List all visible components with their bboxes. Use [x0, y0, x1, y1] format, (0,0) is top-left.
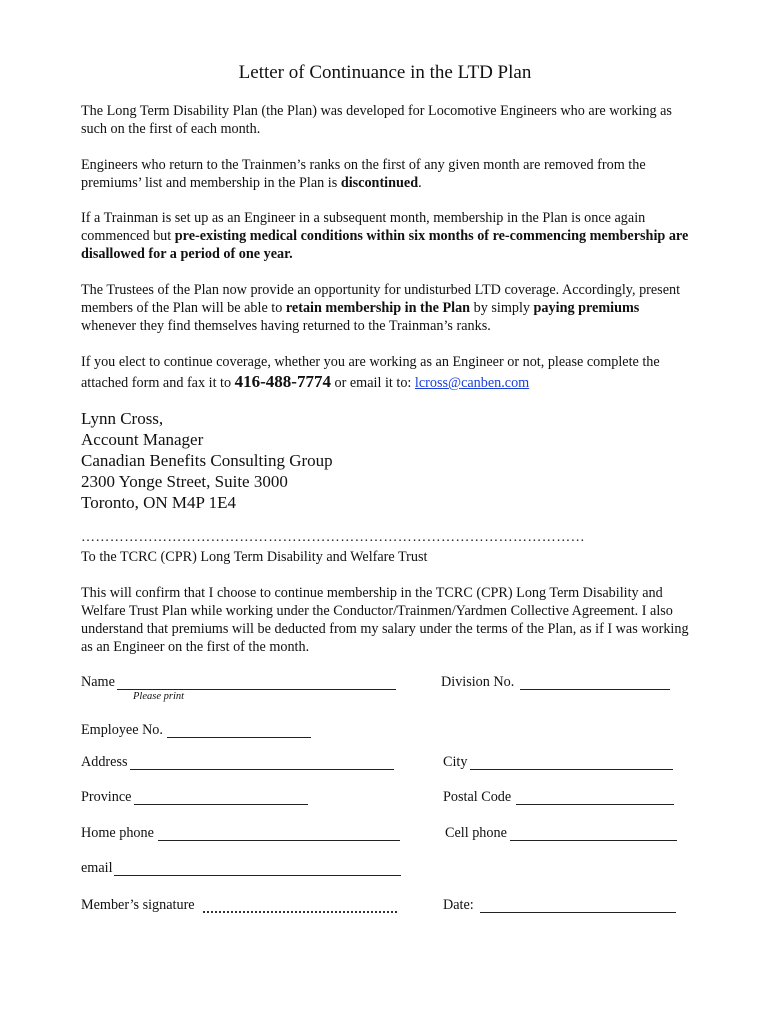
cell-phone-label: Cell phone	[445, 825, 507, 841]
contact-address-block	[81, 408, 333, 513]
home-phone-label: Home phone	[81, 825, 154, 841]
postal-code-label: Postal Code	[443, 789, 512, 805]
cell-phone-field[interactable]	[510, 840, 677, 841]
employee-label: Employee No.	[81, 722, 163, 738]
paragraph-instructions	[81, 352, 693, 393]
division-label: Division No.	[441, 674, 515, 690]
paragraph-removal-text: Engineers who return to the Trainmen’s ranks on the first of any given month are removed from the premiums’ list and membership in the Plan is	[81, 157, 646, 191]
paragraph-plan-description: The Long Term Disability Plan (the Plan) was developed for Locomotive Engineers who are working as such on the first of each month.	[81, 103, 672, 137]
contact-name: Lynn Cross,	[81, 409, 164, 428]
date-label: Date:	[443, 897, 474, 913]
division-field[interactable]	[520, 689, 670, 690]
address-label: Address	[81, 754, 128, 770]
paragraph-recommence-text: If a Trainman is set up as an Engineer in a subsequent month, membership in the Plan is once again commenced but	[81, 210, 646, 244]
name-label: Name	[81, 674, 115, 690]
paragraph-trustees-text-2: by simply	[470, 300, 534, 316]
name-field[interactable]	[117, 689, 396, 690]
please-print-note: Please print	[133, 691, 185, 702]
discontinued-emphasis: discontinued	[340, 175, 419, 191]
employee-field[interactable]	[167, 737, 311, 738]
contact-company: Canadian Benefits Consulting Group	[81, 451, 333, 470]
confirmation-paragraph: This will confirm that I choose to continue membership in the TCRC (CPR) Long Term Disability and Welfare Trust Plan while working under the Conductor/Trainmen/Yardmen Collective Agreement. I also understand that premiums will be deducted from my salary under the terms of the Plan, as if I was working as an Engineer on the first of the month.	[81, 585, 689, 655]
home-phone-field[interactable]	[158, 840, 400, 841]
province-label: Province	[81, 789, 132, 805]
city-field[interactable]	[470, 769, 673, 770]
contact-city: Toronto, ON M4P 1E4	[81, 493, 236, 512]
email-link[interactable]: lcross@canben.com	[414, 375, 530, 391]
paragraph-trustees-text-1: The Trustees of the Plan now provide an opportunity for undisturbed LTD coverage. Accordingly, present members of the Plan will be able to	[81, 282, 681, 316]
paragraph-removal-end: .	[418, 175, 422, 191]
signature-field[interactable]	[203, 911, 397, 913]
contact-position: Account Manager	[81, 430, 204, 449]
paragraph-trustees-text-3: whenever they find themselves having returned to the Trainman’s ranks.	[81, 318, 491, 334]
email-field[interactable]	[114, 875, 401, 876]
fax-number: 416-488-7774	[234, 372, 331, 391]
trust-heading: To the TCRC (CPR) Long Term Disability and Welfare Trust	[81, 549, 428, 565]
paragraph-instructions-middle: or email it to:	[330, 375, 415, 391]
signature-label: Member’s signature	[81, 897, 195, 913]
paying-premiums-emphasis: paying premiums	[533, 300, 640, 316]
postal-code-field[interactable]	[516, 804, 674, 805]
retain-membership-emphasis: retain membership in the Plan	[285, 300, 471, 316]
paragraph-removal	[81, 156, 693, 192]
email-label: email	[81, 860, 113, 876]
paragraph-recommence	[81, 209, 693, 263]
paragraph-instructions-text: If you elect to continue coverage, whether you are working as an Engineer or not, please complete the attached form and fax it to	[81, 354, 660, 391]
preexisting-conditions-emphasis: pre-existing medical conditions within six months of re-commencing membership are disallowed for a period of one year.	[81, 228, 689, 262]
city-label: City	[443, 754, 468, 770]
contact-street: 2300 Yonge Street, Suite 3000	[81, 472, 288, 491]
paragraph-trustees	[81, 281, 693, 335]
province-field[interactable]	[134, 804, 308, 805]
date-field[interactable]	[480, 912, 676, 913]
document-title: Letter of Continuance in the LTD Plan	[238, 62, 532, 83]
cut-line-separator: ……………………………………………………………………………………………	[81, 530, 585, 545]
address-field[interactable]	[130, 769, 394, 770]
